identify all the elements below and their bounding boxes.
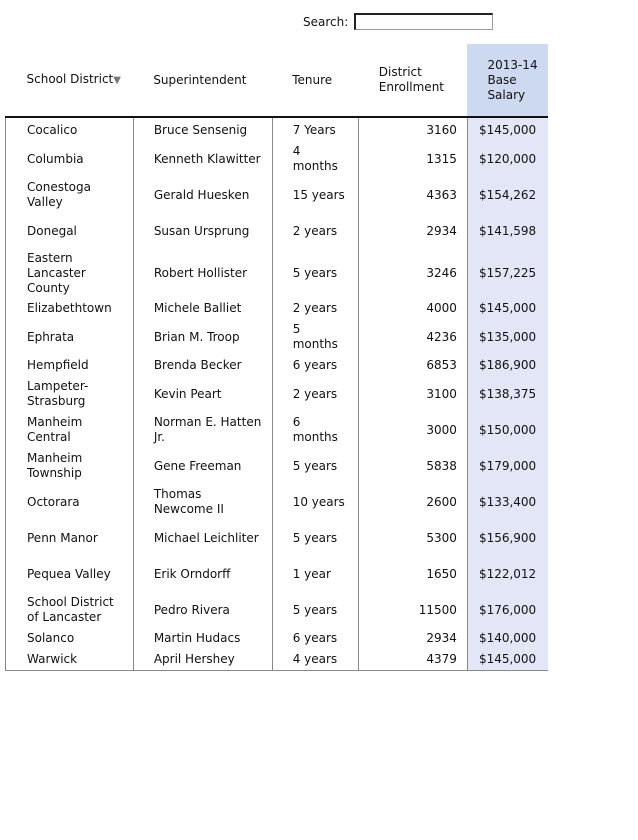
cell-tenure: 5 years <box>272 592 359 628</box>
cell-school-district: Hempfield <box>6 355 134 376</box>
cell-base-salary: $154,262 <box>467 177 548 213</box>
cell-superintendent: Gerald Huesken <box>133 177 272 213</box>
cell-superintendent: Gene Freeman <box>133 448 272 484</box>
cell-enrollment: 1650 <box>359 556 468 592</box>
table-body <box>6 117 549 671</box>
cell-superintendent: Bruce Sensenig <box>133 117 272 141</box>
cell-school-district: Conestoga Valley <box>6 177 134 213</box>
cell-base-salary: $141,598 <box>467 213 548 249</box>
cell-tenure: 5 years <box>272 520 359 556</box>
table-row <box>6 628 549 649</box>
cell-base-salary: $122,012 <box>467 556 548 592</box>
table-row <box>6 355 549 376</box>
search-label: Search: <box>303 14 349 29</box>
cell-school-district: Solanco <box>6 628 134 649</box>
cell-superintendent: Norman E. Hatten Jr. <box>133 412 272 448</box>
table-row <box>6 412 549 448</box>
cell-enrollment: 2600 <box>359 484 468 520</box>
cell-base-salary: $179,000 <box>467 448 548 484</box>
cell-tenure: 6 months <box>272 412 359 448</box>
cell-superintendent: Kevin Peart <box>133 376 272 412</box>
column-header-district-enrollment[interactable]: District Enrollment <box>359 44 468 117</box>
column-header-superintendent[interactable]: Superintendent <box>133 44 272 117</box>
cell-base-salary: $186,900 <box>467 355 548 376</box>
column-header-school-district[interactable] <box>6 44 134 117</box>
cell-tenure: 2 years <box>272 376 359 412</box>
table-row <box>6 319 549 355</box>
cell-school-district: Lampeter-Strasburg <box>6 376 134 412</box>
cell-school-district: Elizabethtown <box>6 298 134 319</box>
cell-base-salary: $145,000 <box>467 298 548 319</box>
cell-base-salary: $156,900 <box>467 520 548 556</box>
search-bar <box>303 13 493 30</box>
table-row <box>6 141 549 177</box>
cell-school-district: Warwick <box>6 649 134 671</box>
cell-superintendent: Brian M. Troop <box>133 319 272 355</box>
cell-enrollment: 5300 <box>359 520 468 556</box>
cell-superintendent: Robert Hollister <box>133 249 272 298</box>
cell-school-district: Penn Manor <box>6 520 134 556</box>
cell-enrollment: 4236 <box>359 319 468 355</box>
table-row <box>6 213 549 249</box>
cell-base-salary: $135,000 <box>467 319 548 355</box>
cell-tenure: 2 years <box>272 298 359 319</box>
cell-tenure: 1 year <box>272 556 359 592</box>
cell-enrollment: 4363 <box>359 177 468 213</box>
cell-school-district: Columbia <box>6 141 134 177</box>
cell-enrollment: 2934 <box>359 213 468 249</box>
cell-base-salary: $150,000 <box>467 412 548 448</box>
cell-enrollment: 3000 <box>359 412 468 448</box>
search-input[interactable] <box>354 13 493 30</box>
cell-school-district: School District of Lancaster <box>6 592 134 628</box>
cell-base-salary: $145,000 <box>467 117 548 141</box>
cell-tenure: 10 years <box>272 484 359 520</box>
cell-base-salary: $145,000 <box>467 649 548 671</box>
cell-school-district: Cocalico <box>6 117 134 141</box>
cell-superintendent: Michael Leichliter <box>133 520 272 556</box>
cell-superintendent: Erik Orndorff <box>133 556 272 592</box>
cell-superintendent: Kenneth Klawitter <box>133 141 272 177</box>
cell-enrollment: 6853 <box>359 355 468 376</box>
cell-enrollment: 1315 <box>359 141 468 177</box>
cell-tenure: 4 years <box>272 649 359 671</box>
table-row <box>6 249 549 298</box>
table-row <box>6 117 549 141</box>
table-row <box>6 376 549 412</box>
cell-enrollment: 3160 <box>359 117 468 141</box>
table-row <box>6 649 549 671</box>
cell-school-district: Manheim Township <box>6 448 134 484</box>
cell-enrollment: 3246 <box>359 249 468 298</box>
cell-tenure: 2 years <box>272 213 359 249</box>
cell-school-district: Donegal <box>6 213 134 249</box>
table-row <box>6 484 549 520</box>
cell-superintendent: Michele Balliet <box>133 298 272 319</box>
cell-enrollment: 3100 <box>359 376 468 412</box>
cell-base-salary: $176,000 <box>467 592 548 628</box>
cell-superintendent: Thomas Newcome II <box>133 484 272 520</box>
table-row <box>6 556 549 592</box>
cell-tenure: 4 months <box>272 141 359 177</box>
cell-school-district: Ephrata <box>6 319 134 355</box>
cell-tenure: 6 years <box>272 355 359 376</box>
cell-enrollment: 4000 <box>359 298 468 319</box>
cell-enrollment: 4379 <box>359 649 468 671</box>
cell-school-district: Octorara <box>6 484 134 520</box>
cell-school-district: Eastern Lancaster County <box>6 249 134 298</box>
sort-descending-icon[interactable]: ▼ <box>113 75 121 86</box>
cell-tenure: 5 years <box>272 249 359 298</box>
cell-base-salary: $138,375 <box>467 376 548 412</box>
cell-superintendent: Susan Ursprung <box>133 213 272 249</box>
cell-tenure: 15 years <box>272 177 359 213</box>
column-header-base-salary[interactable]: 2013-14 Base Salary <box>467 44 548 117</box>
header-row <box>6 44 549 117</box>
cell-superintendent: Pedro Rivera <box>133 592 272 628</box>
table-row <box>6 592 549 628</box>
cell-base-salary: $120,000 <box>467 141 548 177</box>
cell-tenure: 5 years <box>272 448 359 484</box>
cell-base-salary: $140,000 <box>467 628 548 649</box>
table-row <box>6 448 549 484</box>
cell-enrollment: 5838 <box>359 448 468 484</box>
cell-tenure: 5 months <box>272 319 359 355</box>
cell-base-salary: $157,225 <box>467 249 548 298</box>
column-header-label: School District <box>26 72 114 86</box>
cell-superintendent: April Hershey <box>133 649 272 671</box>
cell-tenure: 6 years <box>272 628 359 649</box>
cell-enrollment: 2934 <box>359 628 468 649</box>
table-row <box>6 298 549 319</box>
cell-base-salary: $133,400 <box>467 484 548 520</box>
cell-tenure: 7 Years <box>272 117 359 141</box>
cell-superintendent: Brenda Becker <box>133 355 272 376</box>
cell-superintendent: Martin Hudacs <box>133 628 272 649</box>
column-header-tenure[interactable]: Tenure <box>272 44 359 117</box>
cell-school-district: Pequea Valley <box>6 556 134 592</box>
table-row <box>6 520 549 556</box>
cell-school-district: Manheim Central <box>6 412 134 448</box>
superintendent-salary-table <box>5 44 548 671</box>
cell-enrollment: 11500 <box>359 592 468 628</box>
table-row <box>6 177 549 213</box>
